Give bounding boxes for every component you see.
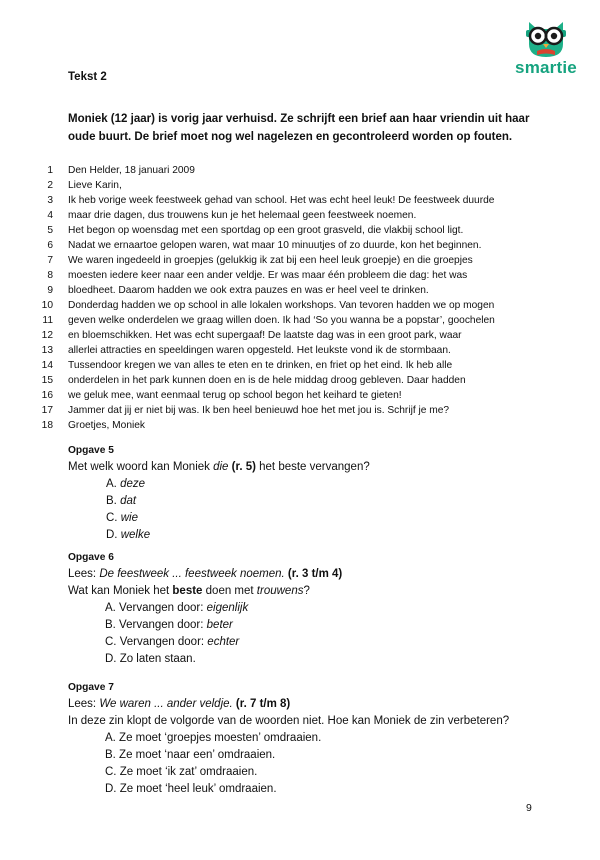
lees-reference: Lees: De feestweek ... feestweek noemen. (r. 3 t/m 4) (68, 568, 343, 580)
letter-line (28, 178, 548, 193)
answer-option-a: A. Vervangen door: eigenlijk (105, 602, 249, 614)
letter-line (28, 343, 548, 358)
letter-text (28, 163, 548, 433)
line-text: bloedheet. Daarom hadden we ook extra pauzes en was er heel veel te drinken. (68, 285, 429, 296)
line-number: 9 (47, 285, 53, 296)
line-text: we geluk mee, want eenmaal terug op school begon het keihard te gieten! (68, 390, 402, 401)
question-6 (68, 550, 548, 668)
line-number: 15 (41, 375, 53, 386)
letter-line (28, 298, 548, 313)
answer-option-b: B. Vervangen door: beter (105, 619, 233, 631)
line-number: 16 (41, 390, 53, 401)
answer-option-b: B. Ze moet ‘naar een’ omdraaien. (105, 749, 276, 761)
question-title: Opgave 6 (68, 552, 114, 563)
letter-line (28, 283, 548, 298)
line-number: 11 (42, 315, 53, 326)
question-prompt: In deze zin klopt de volgorde van de woorden niet. Hoe kan Moniek de zin verbeteren? (68, 715, 510, 727)
letter-line (28, 328, 548, 343)
line-text: Jammer dat jij er niet bij was. Ik ben heel benieuwd hoe het met jou is. Schrijf je me? (68, 405, 450, 416)
line-number: 5 (47, 225, 53, 236)
letter-line (28, 403, 548, 418)
line-text: moesten iedere keer naar een ander veldje. Er was maar één probleem die dag: het was (68, 270, 468, 281)
line-text: en bloemschikken. Het was echt supergaaf! De laatste dag was in een groot park, waar (68, 330, 462, 341)
letter-line (28, 193, 548, 208)
question-prompt: Wat kan Moniek het beste doen met trouwens? (68, 585, 310, 597)
answer-option-c: C. Vervangen door: echter (105, 636, 240, 648)
line-text: Groetjes, Moniek (68, 420, 146, 431)
line-number: 4 (47, 210, 53, 221)
line-number: 18 (41, 420, 53, 431)
line-text: Tussendoor kregen we van alles te eten en te drinken, en friet op het eind. Ik heb alle (68, 360, 453, 371)
line-text: maar drie dagen, dus trouwens kun je het helemaal geen feestweek noemen. (68, 210, 417, 221)
letter-line (28, 253, 548, 268)
smartie-logo (510, 14, 582, 84)
line-number: 3 (47, 195, 53, 206)
line-text: geven welke onderdelen we graag willen doen. Ik had ‘So you wanna be a popstar’, goochelen (68, 315, 495, 326)
logo-wordmark: smartie (515, 58, 577, 77)
letter-line (28, 313, 548, 328)
owl-icon (523, 14, 569, 60)
line-number: 12 (41, 330, 53, 341)
line-number: 1 (47, 165, 53, 176)
letter-line (28, 223, 548, 238)
letter-line (28, 208, 548, 223)
letter-line (28, 238, 548, 253)
line-text: onderdelen in het park kunnen doen en is de hele middag droog gebleven. Daar hadden (68, 375, 466, 386)
line-text: Den Helder, 18 januari 2009 (68, 165, 195, 176)
line-number: 13 (41, 345, 53, 356)
letter-line (28, 388, 548, 403)
line-text: Donderdag hadden we op school in alle lokalen workshops. Van tevoren hadden we op mogen (68, 300, 495, 311)
letter-line (28, 268, 548, 283)
question-7 (68, 680, 548, 798)
line-text: We waren ingedeeld in groepjes (gelukkig ik zat bij een heel leuk groepje) en die groepjes (68, 255, 473, 266)
line-text: Lieve Karin, (68, 180, 122, 191)
line-number: 2 (47, 180, 53, 191)
question-5 (68, 443, 548, 544)
lees-reference: Lees: We waren ... ander veldje. (r. 7 t/m 8) (68, 698, 291, 710)
line-text: Ik heb vorige week feestweek gehad van school. Het was echt heel leuk! De feestweek duurde (68, 195, 495, 206)
answer-option-b: B. dat (106, 495, 137, 507)
answer-option-a: A. Ze moet ‘groepjes moesten’ omdraaien. (105, 732, 322, 744)
answer-option-d: D. Ze moet ‘heel leuk’ omdraaien. (105, 783, 277, 795)
letter-line (28, 373, 548, 388)
page-number: 9 (526, 802, 532, 814)
answer-option-c: C. Ze moet ‘ik zat’ omdraaien. (105, 766, 258, 778)
question-title: Opgave 7 (68, 682, 114, 693)
text-heading: Tekst 2 (68, 71, 107, 83)
letter-line (28, 358, 548, 373)
line-number: 17 (41, 405, 53, 416)
line-number: 14 (41, 360, 53, 371)
letter-line (28, 418, 548, 433)
line-number: 8 (47, 270, 53, 281)
answer-option-a: A. deze (106, 478, 145, 490)
answer-option-c: C. wie (106, 512, 138, 524)
answer-option-d: D. welke (106, 529, 151, 541)
line-text: Nadat we ernaartoe gelopen waren, wat maar 10 minuutjes of zo duurde, kon het beginnen. (68, 240, 482, 251)
line-number: 6 (47, 240, 53, 251)
letter-line (28, 163, 548, 178)
question-title: Opgave 5 (68, 445, 114, 456)
line-text: Het begon op woensdag met een sportdag op een groot grasveld, die vlakbij school ligt. (68, 225, 464, 236)
line-number: 10 (41, 300, 53, 311)
line-text: allerlei attracties en speeldingen waren opgesteld. Het leukste vond ik de stormbaan. (68, 345, 451, 356)
answer-option-d: D. Zo laten staan. (105, 653, 196, 665)
intro-paragraph: Moniek (12 jaar) is vorig jaar verhuisd. Ze schrijft een brief aan haar vriendin uit haar oude buurt. De brief moet nog wel nagelezen en gecontroleerd worden op fouten. (68, 113, 530, 143)
question-prompt: Met welk woord kan Moniek die (r. 5) het beste vervangen? (68, 461, 370, 473)
line-number: 7 (47, 255, 53, 266)
